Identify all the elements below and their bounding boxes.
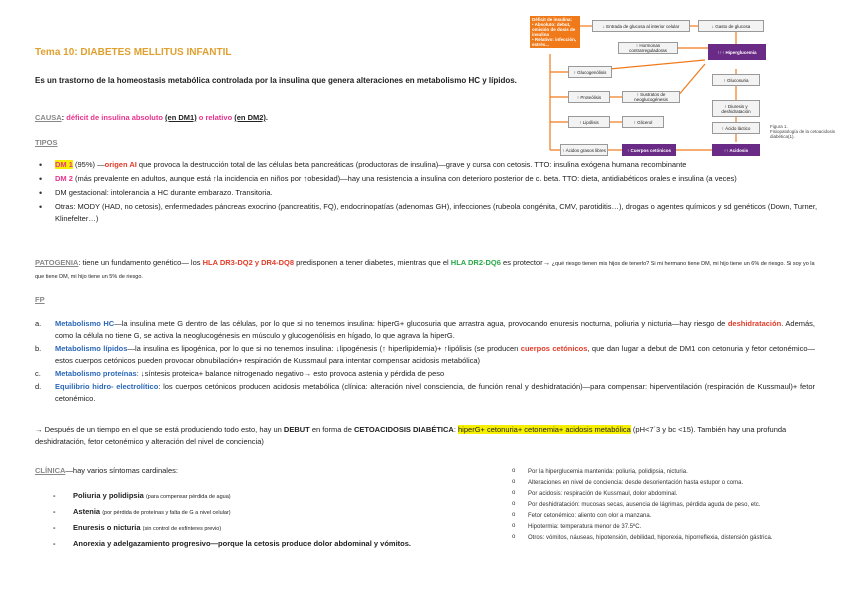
symptom: Poliuria y polidipsia <box>73 491 146 500</box>
list-item <box>35 201 825 225</box>
list-item: o Hipotermia: temperatura menor de 37.5ºC. <box>510 523 810 531</box>
lipolisis-box: ↑ Lipólisis <box>568 116 610 128</box>
symptom: Enuresis o nicturia <box>73 523 143 532</box>
fp-text: —la insulina es lipogénica, por lo que si no tenemos insulina: ↓lipogénesis (↑ hiperlipidemia)+ ↑lipólisis (se producen <box>127 344 521 353</box>
fp-text: —la insulina mete G dentro de las células, por lo que si no tenemos insulina: hiperG+ glucosuria que arrastra agua, provocando enuresis nocturna, poliuria y nicturia—hay riesgo de <box>114 319 728 328</box>
dm1-pct: (95%) — <box>72 160 105 169</box>
diuresis-box: ↑ Diuresis y deshidratación <box>712 100 760 117</box>
debut-highlight: hiperG+ cetonuria+ cetonemia+ acidosis metabólica <box>458 425 631 434</box>
fp-list <box>35 318 815 406</box>
causa-absolute: déficit de insulina absoluto <box>66 113 163 122</box>
list-item: o Otros: vómitos, náuseas, hipotensión, debilidad, hiporexia, hiporreflexia, distensión gástrica. <box>510 534 810 542</box>
symptom-note: (por pérdida de proteínas y falta de G a nivel celular) <box>102 510 231 516</box>
dm2-label: DM 2 <box>55 174 73 183</box>
causa-dm2: (en DM2) <box>234 113 266 122</box>
list-item <box>35 490 495 503</box>
debut-paragraph <box>35 424 815 448</box>
clinica-intro: —hay varios síntomas cardinales: <box>65 466 178 475</box>
debut-colon: : <box>453 425 459 434</box>
causa-relative: o relativo <box>196 113 235 122</box>
page-title: Tema 10: DIABETES MELLITUS INFANTIL <box>35 47 232 58</box>
list-item: o Fetor cetonémico: aliento con olor a manzana. <box>510 512 810 520</box>
fp-letter: c. <box>35 369 41 378</box>
deficit-box: Déficit de insulina: • Absoluto: debut, omisión de dosis de insulina • Relativo: infección, estrés... <box>530 16 580 48</box>
list-item: o Por deshidratación: mucosas secas, ausencia de lágrimas, pérdida aguda de peso, etc. <box>510 501 810 509</box>
glucogenolisis-box: ↑ Glucogenólisis <box>568 66 612 78</box>
patogenia-text1: : tiene un fundamento genético— los <box>78 258 203 267</box>
clinica-list <box>35 490 495 553</box>
tipos-list <box>35 159 825 227</box>
causa-line <box>35 112 268 124</box>
hla-risk: HLA DR3-DQ2 y DR4-DQ8 <box>202 258 294 267</box>
hiperglucemia-box: ↑↑↑ Hiperglucemia <box>708 44 766 60</box>
dm1-desc: que provoca la destrucción total de las células beta pancreáticas (productoras de insulina)—grave y cursa con cetosis. TTO: insulina exógena humana recombinante <box>136 160 687 169</box>
clinica-side-list <box>510 468 810 545</box>
list-item: o Por la hiperglucemia mantenida: poliuria, polidipsia, nicturia. <box>510 468 810 476</box>
symptom-note: (sin control de esfínteres previo) <box>142 526 222 532</box>
hla-protector: HLA DR2-DQ6 <box>450 258 501 267</box>
fp-head: Metabolismo proteínas <box>55 369 137 378</box>
list-item <box>35 522 495 535</box>
list-item <box>35 506 495 519</box>
list-item: o Por acidosis: respiración de Kussmaul, dolor abdominal. <box>510 490 810 498</box>
hormonas-box: ↑ Hormonas contrarreguladoras <box>618 42 678 54</box>
clinica-heading <box>35 465 178 477</box>
entrada-box: ↓ Entrada de glucosa al interior celular <box>592 20 690 32</box>
fp-highlight: deshidratación <box>727 319 782 328</box>
list-item <box>35 173 825 185</box>
list-item <box>35 368 815 380</box>
fp-head: Equilibrio hidro- electrolítico <box>55 382 159 391</box>
fp-label: FP <box>35 295 45 304</box>
fp-text: , que dan lugar a debut de DM1 con cetonuria y fetor cetonémico—estos cuerpos cetónicos pueden provocar obnubilación+ respiración de Kussmaul para intentar compensar acidosis metabólica) <box>55 344 815 365</box>
list-item <box>35 381 815 405</box>
proteolisis-box: ↑ Proteólisis <box>568 91 610 103</box>
dm-gestacional: DM gestacional: intolerancia a HC durante embarazo. Transitoria. <box>55 188 273 197</box>
symptom: Astenia <box>73 507 103 516</box>
fp-head: Metabolismo lípidos <box>55 344 128 353</box>
dm2-desc: (más prevalente en adultos, aunque está ↑la incidencia en niños por ↑obesidad)—hay una resistencia a insulina con deterioro posterior de c. beta. TTO: dieta, antidiabéticos orales e insulina (a veces) <box>72 174 737 183</box>
acido-lactico-box: ↑ Ácido láctico <box>712 122 760 134</box>
dm1-origin: origen AI <box>104 160 137 169</box>
causa-label: CAUSA <box>35 113 62 122</box>
cetoacidosis-word: CETOACIDOSIS DIABÉTICA <box>353 425 454 434</box>
patogenia-label: PATOGENIA <box>35 258 79 267</box>
debut-word: DEBUT <box>283 425 310 434</box>
acidosis-box: ↑↑ Acidosis <box>712 144 760 156</box>
fp-letter: a. <box>35 319 42 328</box>
causa-end: . <box>265 113 268 122</box>
fp-letter: d. <box>35 382 42 391</box>
list-item <box>35 187 825 199</box>
gasto-box: ↓ Gasto de glucosa <box>698 20 764 32</box>
patogenia-paragraph <box>35 257 825 283</box>
patogenia-text3: es protector→ <box>500 258 551 267</box>
patogenia-text2: predisponen a tener diabetes, mientras que el <box>294 258 451 267</box>
fp-head: Metabolismo HC <box>55 319 115 328</box>
patogenia-note: ¿qué riesgo tienen mis hijos de tenerlo? Si mi hermano tiene DM, mi hijo tiene un 6% de riesgo. Si soy yo la que tiene DM, mi hijo tiene un 5% de riesgo. <box>35 261 815 280</box>
dm-otras: Otras: MODY (HAD, no cetosis), enfermedades páncreas exocrino (pancreatitis, FQ), endocrinopatías (adenomas GH), infecciones (rubeola congénita, CMV, parotiditis…), drogas o agentes químicos y sd genéticos (Down, Turner, Klinefelter…) <box>55 202 818 223</box>
glicerol-box: ↑ Glicerol <box>622 116 664 128</box>
debut-text1: → Después de un tiempo en el que se está produciendo todo esto, hay un <box>35 425 284 434</box>
glucosuria-box: ↑ Glucosuria <box>712 74 760 86</box>
causa-colon: : <box>61 113 67 122</box>
fp-heading <box>35 294 45 306</box>
causa-dm1: (en DM1) <box>165 113 197 122</box>
symptom: Anorexia y adelgazamiento progresivo—porque la cetosis produce dolor abdominal y vómitos. <box>73 539 411 548</box>
fp-text: : ↓síntesis proteica+ balance nitrogenado negativo→ esto provoca astenia y pérdida de peso <box>136 369 445 378</box>
debut-text3: (pH<7´3 y bc <15). También hay una profunda deshidratación, fetor cetonémico y alteración del nivel de conciencia) <box>35 425 787 446</box>
debut-text2: en forma de <box>309 425 354 434</box>
intro-paragraph: Es un trastorno de la homeostasis metabólica controlada por la insulina que genera alteraciones en metabolismo HC y lípidos. <box>35 76 517 85</box>
pathophysiology-figure <box>530 14 840 166</box>
dm1-label: DM 1 <box>55 160 73 169</box>
cuerpos-cetonicos-box: ↑ Cuerpos cetónicos <box>622 144 676 156</box>
tipos-heading <box>35 137 58 149</box>
symptom-note: (para compensar pérdida de agua) <box>145 494 231 500</box>
tipos-label: TIPOS <box>35 138 58 147</box>
fp-letter: b. <box>35 344 42 353</box>
figure-caption: Figura 1. Fisiopatología de la cetoacidosis diabética(1). <box>770 124 836 139</box>
list-item <box>35 538 495 550</box>
clinica-label: CLÍNICA <box>35 466 66 475</box>
fp-highlight: cuerpos cetónicos <box>520 344 588 353</box>
list-item <box>35 343 815 367</box>
fp-text: . Además, como la célula no tiene G, se activa la neoglucogénesis en músculo y glucogenólisis en hígado, lo que agrava la hiperG. <box>55 319 815 340</box>
list-item: o Alteraciones en nivel de conciencia: desde desorientación hasta estupor o coma. <box>510 479 810 487</box>
fp-text: : los cuerpos cetónicos producen acidosis metabólica (clínica: alteración nivel consciencia, de función renal y deshidratación)—para compensar: hiperventilación (respiración de Kussmaul)+ fetor cetonémico. <box>55 382 815 403</box>
list-item <box>35 318 815 342</box>
sustratos-box: ↑ Sustratos de neoglucogénesis <box>622 91 680 103</box>
acidos-grasos-box: ↑ Ácidos grasos libres <box>560 144 608 156</box>
